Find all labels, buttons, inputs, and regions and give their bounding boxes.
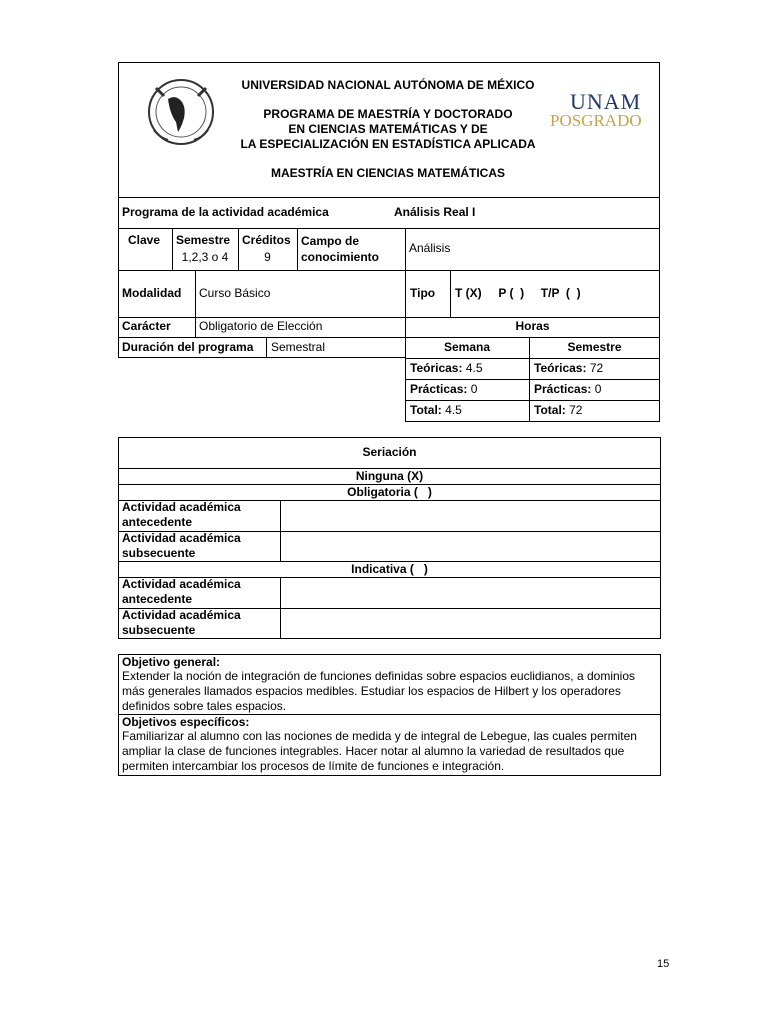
seriacion-ninguna: Ninguna (X) <box>355 469 424 483</box>
modalidad-value: Curso Básico <box>199 286 271 300</box>
posgrado-logo-unam-text: UNAM <box>570 89 642 114</box>
teoricas-semana: Teóricas: 4.5 <box>410 361 483 375</box>
campo-value: Análisis <box>409 241 451 255</box>
horas-label: Horas <box>515 319 550 333</box>
university-name: UNIVERSIDAD NACIONAL AUTÓNOMA DE MÉXICO <box>241 78 535 92</box>
practicas-semestre: Prácticas: 0 <box>534 382 602 396</box>
posgrado-logo <box>548 90 658 136</box>
seriacion-obligatoria: Obligatoria ( ) <box>347 485 432 499</box>
clave-label: Clave <box>128 233 161 247</box>
posgrado-logo-posgrado-text: POSGRADO <box>550 111 642 130</box>
objetivo-general-label: Objetivo general: <box>122 655 221 669</box>
practicas-semana: Prácticas: 0 <box>410 382 478 396</box>
indicativa-antecedente-label: Actividad académica antecedente <box>122 577 241 606</box>
total-semana: Total: 4.5 <box>410 403 462 417</box>
total-semestre: Total: 72 <box>534 403 583 417</box>
tipo-options: T (X) P ( ) T/P ( ) <box>455 286 581 300</box>
seriacion-indicativa: Indicativa ( ) <box>351 562 428 576</box>
tipo-label: Tipo <box>410 286 436 300</box>
obligatoria-subsecuente-label: Actividad académica subsecuente <box>122 531 241 560</box>
program-line-2: EN CIENCIAS MATEMÁTICAS Y DE <box>288 122 488 136</box>
degree-title: MAESTRÍA EN CIENCIAS MATEMÁTICAS <box>271 166 505 180</box>
semestre-col-label: Semestre <box>567 340 622 354</box>
objetivos-especificos-label: Objetivos específicos: <box>122 715 250 729</box>
creditos-value: 9 <box>264 250 271 264</box>
duracion-label: Duración del programa <box>122 340 254 354</box>
modalidad-label: Modalidad <box>122 286 182 300</box>
objetivo-general-text: Extender la noción de integración de funciones definidas sobre espacios euclidianos, a dominios más generales llamados espacios medibles. Estudiar los espacios de Hilbert y los operadores definidos sobre tales espacios. <box>122 669 635 713</box>
indicativa-subsecuente-label: Actividad académica subsecuente <box>122 608 241 637</box>
semestre-value: 1,2,3 o 4 <box>181 250 229 264</box>
caracter-label: Carácter <box>122 319 171 333</box>
caracter-value: Obligatorio de Elección <box>199 319 323 333</box>
program-value: Análisis Real I <box>394 205 476 219</box>
program-line-3: LA ESPECIALIZACIÓN EN ESTADÍSTICA APLICADA <box>240 137 536 151</box>
semestre-label: Semestre <box>176 233 231 247</box>
program-line-1: PROGRAMA DE MAESTRÍA Y DOCTORADO <box>263 107 513 121</box>
seriacion-title: Seriación <box>362 445 417 459</box>
program-label: Programa de la actividad académica <box>122 205 329 219</box>
teoricas-semestre: Teóricas: 72 <box>534 361 604 375</box>
semana-label: Semana <box>443 340 491 354</box>
campo-label: Campo de conocimiento <box>301 234 380 264</box>
creditos-label: Créditos <box>242 233 291 247</box>
unam-seal-logo <box>146 74 216 152</box>
page-number: 15 <box>657 958 670 970</box>
obligatoria-antecedente-label: Actividad académica antecedente <box>122 500 241 529</box>
objetivos-especificos-text: Familiarizar al alumno con las nociones de medida y de integral de Lebegue, las cuales permiten ampliar la clase de funciones integrables. Hacer notar al alumno la variedad de resultados que permiten intercambiar los procesos de límite de funciones e integración. <box>122 729 637 773</box>
duracion-value: Semestral <box>271 340 326 354</box>
